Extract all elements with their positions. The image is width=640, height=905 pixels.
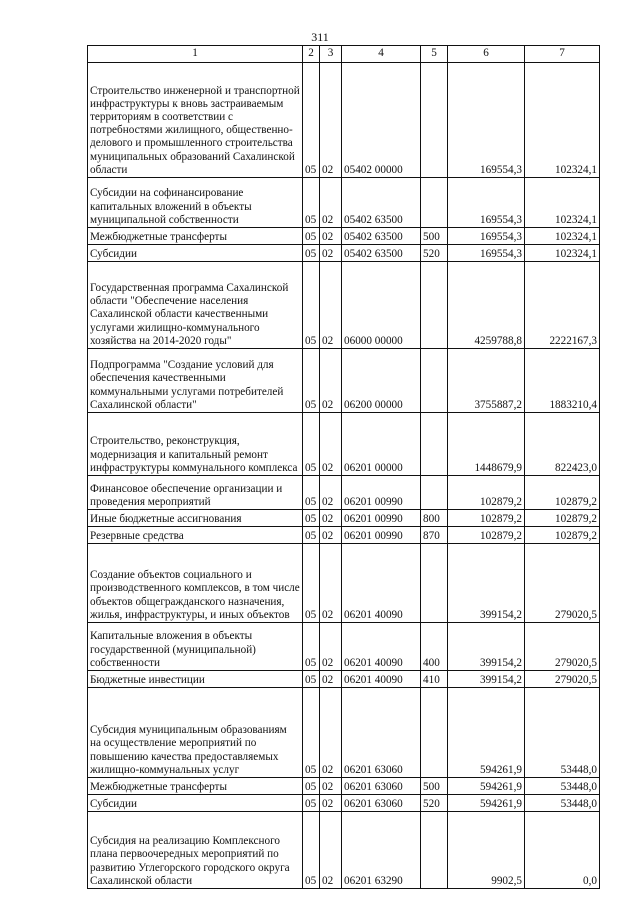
section-code: 05 xyxy=(303,671,320,688)
table-row xyxy=(88,178,600,228)
row-name: Субсидии xyxy=(88,795,303,812)
expense-type-code: 520 xyxy=(421,795,448,812)
subsection-code: 02 xyxy=(320,778,342,795)
table-row xyxy=(88,778,600,795)
target-article-code: 06201 40090 xyxy=(342,544,421,623)
section-code: 05 xyxy=(303,795,320,812)
target-article-code: 06201 40090 xyxy=(342,623,421,671)
row-name: Бюджетные инвестиции xyxy=(88,671,303,688)
amount-first: 169554,3 xyxy=(448,245,525,262)
table-row xyxy=(88,262,600,349)
amount-first: 169554,3 xyxy=(448,63,525,178)
budget-table xyxy=(87,45,600,889)
header-cell-5: 5 xyxy=(421,46,448,63)
amount-first: 594261,9 xyxy=(448,688,525,778)
amount-first: 399154,2 xyxy=(448,671,525,688)
target-article-code: 06200 00000 xyxy=(342,349,421,413)
section-code: 05 xyxy=(303,510,320,527)
section-code: 05 xyxy=(303,178,320,228)
expense-type-code xyxy=(421,812,448,889)
amount-first: 169554,3 xyxy=(448,178,525,228)
section-code: 05 xyxy=(303,812,320,889)
expense-type-code xyxy=(421,178,448,228)
amount-first: 594261,9 xyxy=(448,778,525,795)
amount-second: 102324,1 xyxy=(525,245,600,262)
row-name: Строительство инженерной и транспортной инфраструктуры к вновь застраиваемым территориям в соответствии с потребностями жилищного, общественно-делового и промышленного строительства муниципальных образований Сахалинской области xyxy=(88,63,303,178)
amount-first: 4259788,8 xyxy=(448,262,525,349)
amount-first: 169554,3 xyxy=(448,228,525,245)
target-article-code: 06201 00990 xyxy=(342,476,421,510)
row-name: Иные бюджетные ассигнования xyxy=(88,510,303,527)
subsection-code: 02 xyxy=(320,476,342,510)
header-cell-4: 4 xyxy=(342,46,421,63)
row-name: Субсидия муниципальным образованиям на осуществление мероприятий по повышению качества предоставляемых жилищно-коммунальных услуг xyxy=(88,688,303,778)
amount-second: 1883210,4 xyxy=(525,349,600,413)
expense-type-code: 520 xyxy=(421,245,448,262)
target-article-code: 06201 63060 xyxy=(342,778,421,795)
table-row xyxy=(88,544,600,623)
expense-type-code: 400 xyxy=(421,623,448,671)
row-name: Подпрограмма "Создание условий для обеспечения качественными коммунальными услугами потребителей Сахалинской области" xyxy=(88,349,303,413)
section-code: 05 xyxy=(303,623,320,671)
section-code: 05 xyxy=(303,413,320,476)
amount-second: 102879,2 xyxy=(525,527,600,544)
subsection-code: 02 xyxy=(320,527,342,544)
row-name: Субсидии xyxy=(88,245,303,262)
row-name: Субсидии на софинансирование капитальных вложений в объекты муниципальной собственности xyxy=(88,178,303,228)
page-number: 311 xyxy=(311,30,329,44)
subsection-code: 02 xyxy=(320,262,342,349)
table-row xyxy=(88,510,600,527)
expense-type-code: 800 xyxy=(421,510,448,527)
amount-first: 399154,2 xyxy=(448,544,525,623)
amount-first: 102879,2 xyxy=(448,476,525,510)
subsection-code: 02 xyxy=(320,63,342,178)
section-code: 05 xyxy=(303,228,320,245)
target-article-code: 06201 63060 xyxy=(342,688,421,778)
subsection-code: 02 xyxy=(320,510,342,527)
subsection-code: 02 xyxy=(320,623,342,671)
target-article-code: 05402 63500 xyxy=(342,245,421,262)
amount-first: 3755887,2 xyxy=(448,349,525,413)
amount-second: 2222167,3 xyxy=(525,262,600,349)
subsection-code: 02 xyxy=(320,795,342,812)
target-article-code: 05402 00000 xyxy=(342,63,421,178)
table-row xyxy=(88,688,600,778)
amount-first: 9902,5 xyxy=(448,812,525,889)
section-code: 05 xyxy=(303,476,320,510)
expense-type-code xyxy=(421,413,448,476)
amount-second: 279020,5 xyxy=(525,671,600,688)
target-article-code: 06201 63060 xyxy=(342,795,421,812)
table-row xyxy=(88,228,600,245)
table-row xyxy=(88,245,600,262)
target-article-code: 06000 00000 xyxy=(342,262,421,349)
amount-second: 279020,5 xyxy=(525,623,600,671)
section-code: 05 xyxy=(303,688,320,778)
expense-type-code xyxy=(421,544,448,623)
header-cell-7: 7 xyxy=(525,46,600,63)
table-row xyxy=(88,413,600,476)
section-code: 05 xyxy=(303,778,320,795)
table-row xyxy=(88,476,600,510)
expense-type-code xyxy=(421,349,448,413)
amount-first: 102879,2 xyxy=(448,527,525,544)
target-article-code: 06201 00990 xyxy=(342,510,421,527)
expense-type-code: 410 xyxy=(421,671,448,688)
table-row xyxy=(88,527,600,544)
amount-second: 53448,0 xyxy=(525,688,600,778)
amount-second: 102324,1 xyxy=(525,63,600,178)
row-name: Государственная программа Сахалинской области "Обеспечение населения Сахалинской области качественными услугами жилищно-коммунального хозяйства на 2014-2020 годы" xyxy=(88,262,303,349)
expense-type-code xyxy=(421,63,448,178)
target-article-code: 06201 00990 xyxy=(342,527,421,544)
amount-first: 594261,9 xyxy=(448,795,525,812)
amount-second: 822423,0 xyxy=(525,413,600,476)
subsection-code: 02 xyxy=(320,228,342,245)
expense-type-code: 500 xyxy=(421,778,448,795)
row-name: Субсидия на реализацию Комплексного плана первоочередных мероприятий по развитию Углегорского городского округа Сахалинской области xyxy=(88,812,303,889)
row-name: Межбюджетные трансферты xyxy=(88,228,303,245)
subsection-code: 02 xyxy=(320,812,342,889)
subsection-code: 02 xyxy=(320,671,342,688)
subsection-code: 02 xyxy=(320,413,342,476)
amount-first: 1448679,9 xyxy=(448,413,525,476)
header-cell-6: 6 xyxy=(448,46,525,63)
table-row xyxy=(88,63,600,178)
row-name: Резервные средства xyxy=(88,527,303,544)
amount-second: 0,0 xyxy=(525,812,600,889)
target-article-code: 05402 63500 xyxy=(342,228,421,245)
header-cell-2: 2 xyxy=(303,46,320,63)
section-code: 05 xyxy=(303,262,320,349)
section-code: 05 xyxy=(303,527,320,544)
subsection-code: 02 xyxy=(320,178,342,228)
amount-first: 102879,2 xyxy=(448,510,525,527)
section-code: 05 xyxy=(303,245,320,262)
subsection-code: 02 xyxy=(320,245,342,262)
row-name: Капитальные вложения в объекты государственной (муниципальной) собственности xyxy=(88,623,303,671)
amount-second: 53448,0 xyxy=(525,795,600,812)
row-name: Строительство, реконструкция, модернизация и капитальный ремонт инфраструктуры коммунального комплекса xyxy=(88,413,303,476)
section-code: 05 xyxy=(303,63,320,178)
expense-type-code xyxy=(421,476,448,510)
table-row xyxy=(88,623,600,671)
table-row xyxy=(88,349,600,413)
section-code: 05 xyxy=(303,349,320,413)
amount-second: 53448,0 xyxy=(525,778,600,795)
amount-first: 399154,2 xyxy=(448,623,525,671)
subsection-code: 02 xyxy=(320,544,342,623)
row-name: Финансовое обеспечение организации и проведения мероприятий xyxy=(88,476,303,510)
subsection-code: 02 xyxy=(320,349,342,413)
amount-second: 102879,2 xyxy=(525,476,600,510)
header-row xyxy=(88,46,600,63)
table-row xyxy=(88,671,600,688)
expense-type-code: 500 xyxy=(421,228,448,245)
expense-type-code: 870 xyxy=(421,527,448,544)
target-article-code: 05402 63500 xyxy=(342,178,421,228)
table-row xyxy=(88,795,600,812)
amount-second: 102879,2 xyxy=(525,510,600,527)
expense-type-code xyxy=(421,688,448,778)
header-cell-3: 3 xyxy=(320,46,342,63)
target-article-code: 06201 40090 xyxy=(342,671,421,688)
amount-second: 102324,1 xyxy=(525,228,600,245)
target-article-code: 06201 00000 xyxy=(342,413,421,476)
table-row xyxy=(88,812,600,889)
amount-second: 102324,1 xyxy=(525,178,600,228)
expense-type-code xyxy=(421,262,448,349)
target-article-code: 06201 63290 xyxy=(342,812,421,889)
row-name: Межбюджетные трансферты xyxy=(88,778,303,795)
row-name: Создание объектов социального и производственного комплексов, в том числе объектов общегражданского назначения, жилья, инфраструктуры, и иных объектов xyxy=(88,544,303,623)
header-cell-1: 1 xyxy=(88,46,303,63)
subsection-code: 02 xyxy=(320,688,342,778)
table-body xyxy=(88,46,600,889)
section-code: 05 xyxy=(303,544,320,623)
amount-second: 279020,5 xyxy=(525,544,600,623)
